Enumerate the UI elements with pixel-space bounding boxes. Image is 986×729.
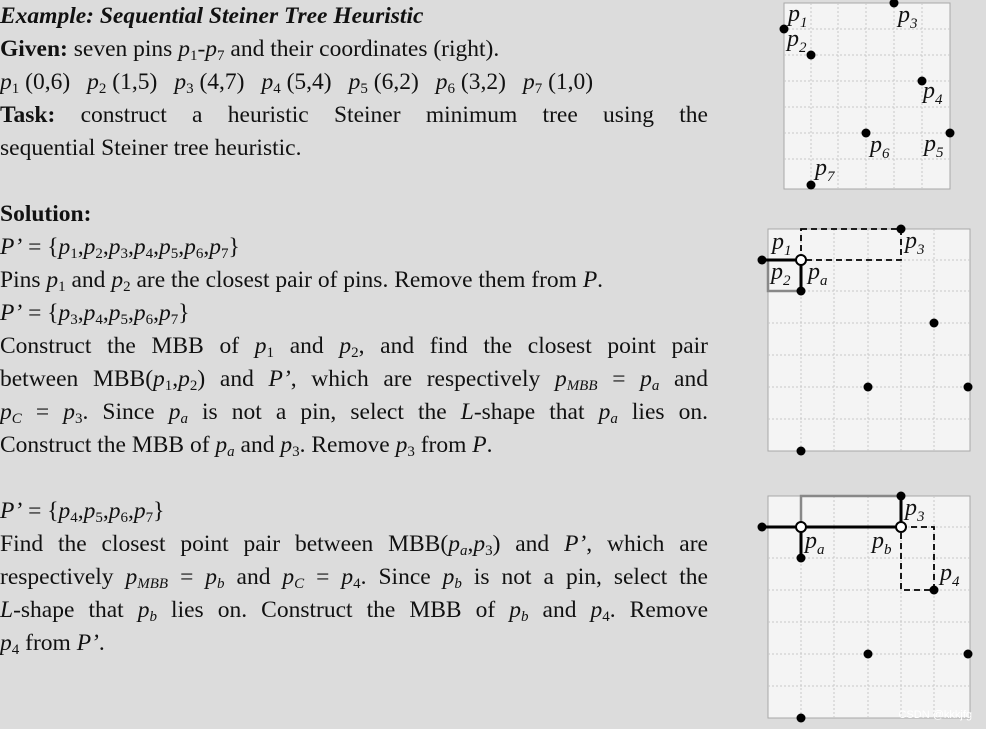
- pin-coord: $p_3$ (4,7): [174, 69, 245, 97]
- figure-step2: [768, 496, 972, 722]
- label-pa: $p_a$: [805, 528, 825, 558]
- pin-p6: [864, 650, 873, 659]
- pin-coord: $p_2$ (1,5): [87, 69, 158, 97]
- pin-p2: [797, 287, 806, 296]
- step3-line: L-shape that $p_b$ lies on. Construct the MBB of $p_b$ and $p_4$. Remove: [0, 597, 708, 625]
- step3-line: respectively $p_{MBB} = p_b$ and $p_C = p_4$. Since $p_b$ is not a pin, select the: [0, 564, 708, 592]
- task-line: Task: construct a heuristic Steiner minimum tree using the: [0, 102, 708, 128]
- example-title: Example: Sequential Steiner Tree Heuristic: [0, 3, 424, 29]
- pin-coord: $p_4$ (5,4): [261, 69, 332, 97]
- label-p4: $p_4$: [940, 560, 960, 590]
- label-p6: $p_6$: [870, 132, 890, 162]
- label-p2: $p_2$: [771, 259, 791, 289]
- pset-after-2: P’ = $\{p_4,p_5,p_6,p_7\}$: [0, 498, 165, 526]
- pin-coord: $p_6$ (3,2): [435, 69, 506, 97]
- step3-line: Find the closest point pair between $MBB(p_a,p_3)$ and P’, which are: [0, 531, 708, 559]
- pin-p4: [930, 319, 939, 328]
- pin-p5: [946, 129, 955, 138]
- pin-p1: [758, 523, 767, 532]
- pin-p5: [964, 383, 973, 392]
- label-pb: $p_b$: [872, 528, 892, 558]
- label-p4: $p_4$: [923, 78, 943, 108]
- pin-p1: [758, 256, 767, 265]
- label-p3: $p_3$: [898, 2, 918, 32]
- pin-p7: [797, 714, 806, 723]
- given-line: Given: seven pins $p_1-p_7$ and their coordinates (right).: [0, 36, 500, 64]
- watermark: CSDN @kkkjfg: [898, 709, 972, 721]
- label-p5: $p_5$: [924, 131, 944, 161]
- label-p1: $p_1$: [772, 229, 792, 259]
- pin-p7: [797, 447, 806, 456]
- steiner-pb: [896, 522, 906, 532]
- label-p7: $p_7$: [815, 155, 835, 185]
- label-p3: $p_3$: [905, 228, 925, 258]
- steiner-pa: [796, 255, 806, 265]
- figure-step1: [768, 229, 972, 455]
- pin-p2: [807, 51, 816, 60]
- label-pa: $p_a$: [808, 259, 828, 289]
- step2-line: $p_C = p_3$. Since $p_a$ is not a pin, select the L-shape that $p_a$ lies on.: [0, 399, 708, 427]
- step1: Pins $p_1$ and $p_2$ are the closest pair of pins. Remove them from P.: [0, 267, 604, 295]
- pin-p2: [797, 554, 806, 563]
- pin-p5: [964, 650, 973, 659]
- pset-after-1: P’ = $\{p_3,p_4,p_5,p_6,p_7\}$: [0, 300, 190, 328]
- label-p2: $p_2$: [787, 26, 807, 56]
- pset-all: P’ = $\{p_1,p_2,p_3,p_4,p_5,p_6,p_7\}$: [0, 234, 240, 262]
- label-p3: $p_3$: [905, 495, 925, 525]
- step2-line: Construct the MBB of $p_a$ and $p_3$. Remove $p_3$ from P.: [0, 432, 493, 460]
- step2-line: Construct the MBB of $p_1$ and $p_2$, and find the closest point pair: [0, 333, 708, 361]
- task-line-2: sequential Steiner tree heuristic.: [0, 135, 302, 161]
- label-p1: $p_1$: [788, 1, 808, 31]
- figure-pins: [784, 3, 954, 193]
- pin-coord: $p_5$ (6,2): [348, 69, 419, 97]
- step2-line: between $MBB(p_1,p_2)$ and P’, which are respectively $p_{MBB} = p_a$ and: [0, 366, 708, 394]
- solution-heading: Solution:: [0, 201, 92, 227]
- pin-p6: [864, 383, 873, 392]
- step3-line: $p_4$ from P’.: [0, 630, 105, 658]
- pin-coord: $p_7$ (1,0): [522, 69, 594, 97]
- pin-p4: [930, 586, 939, 595]
- pin-coord: $p_1$ (0,6): [0, 69, 71, 97]
- pin-coordinates: [0, 66, 708, 99]
- pin-p7: [807, 181, 816, 190]
